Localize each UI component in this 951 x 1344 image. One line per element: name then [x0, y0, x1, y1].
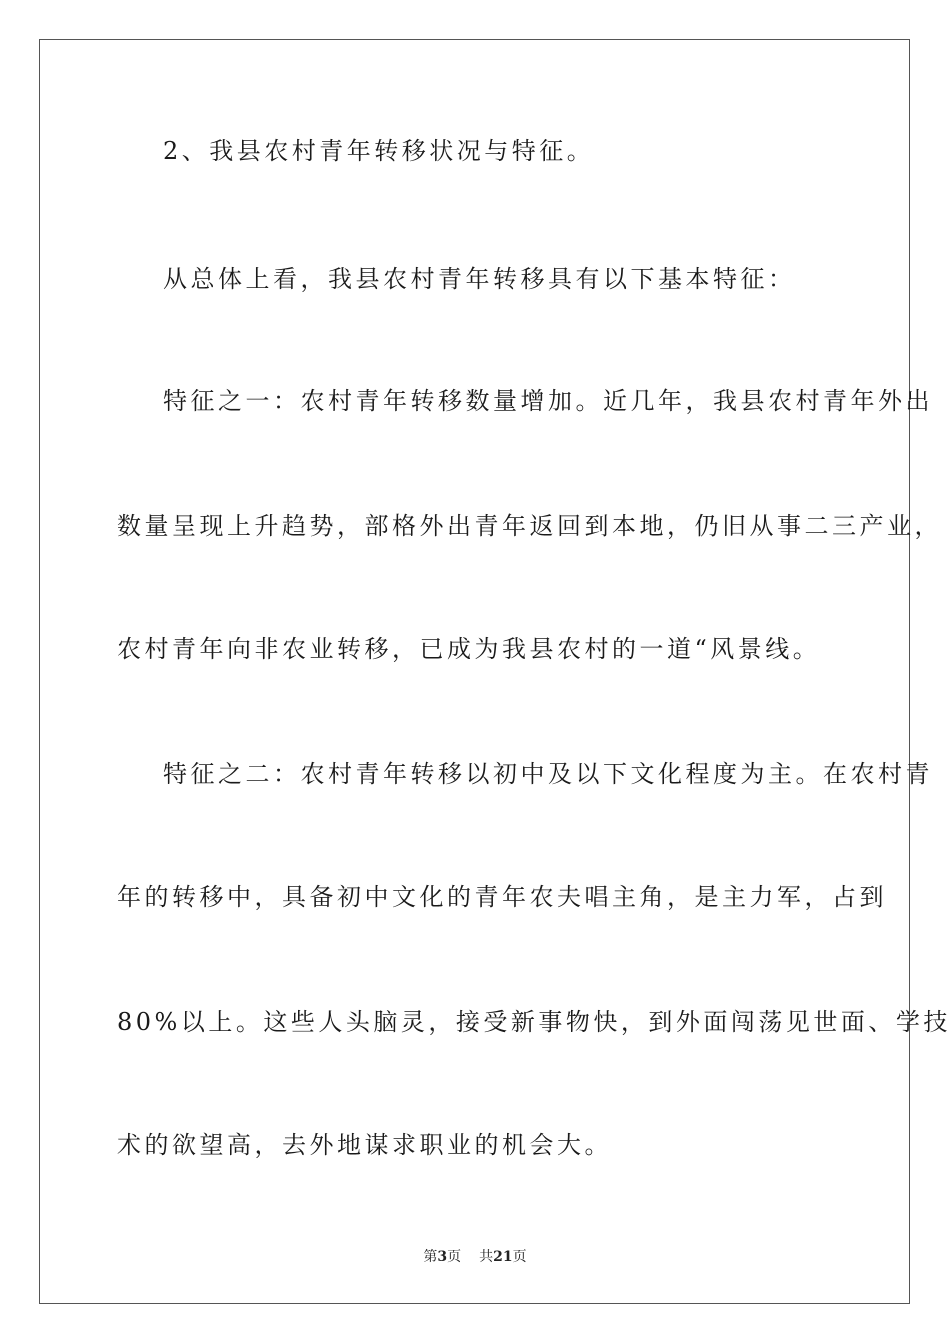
section-heading: 2、我县农村青年转移状况与特征。: [163, 137, 595, 165]
paragraph-feature-one-line-3: 农村青年向非农业转移，已成为我县农村的一道“风景线。: [117, 635, 821, 663]
page-suffix: 页: [447, 1249, 462, 1265]
total-suffix: 页: [512, 1249, 527, 1265]
page-prefix: 第: [423, 1249, 438, 1265]
paragraph-feature-two-line-2: 年的转移中，具备初中文化的青年农夫唱主角，是主力军，占到: [117, 883, 887, 911]
paragraph-feature-two-line-1: 特征之二：农村青年转移以初中及以下文化程度为主。在农村青: [163, 760, 933, 788]
total-pages: 21: [493, 1249, 513, 1265]
page-footer: [0, 1248, 950, 1266]
paragraph-intro: 从总体上看，我县农村青年转移具有以下基本特征：: [163, 265, 796, 293]
paragraph-feature-two-line-3: 80%以上。这些人头脑灵，接受新事物快，到外面闯荡见世面、学技: [117, 1008, 951, 1036]
total-prefix: 共: [479, 1249, 494, 1265]
paragraph-feature-one-line-1: 特征之一：农村青年转移数量增加。近几年，我县农村青年外出: [163, 387, 933, 415]
page-number: 3: [437, 1249, 448, 1265]
paragraph-feature-one-line-2: 数量呈现上升趋势，部格外出青年返回到本地，仍旧从事二三产业，: [117, 512, 942, 540]
page-border: [39, 39, 951, 1304]
paragraph-feature-two-line-4: 术的欲望高，去外地谋求职业的机会大。: [117, 1131, 612, 1159]
